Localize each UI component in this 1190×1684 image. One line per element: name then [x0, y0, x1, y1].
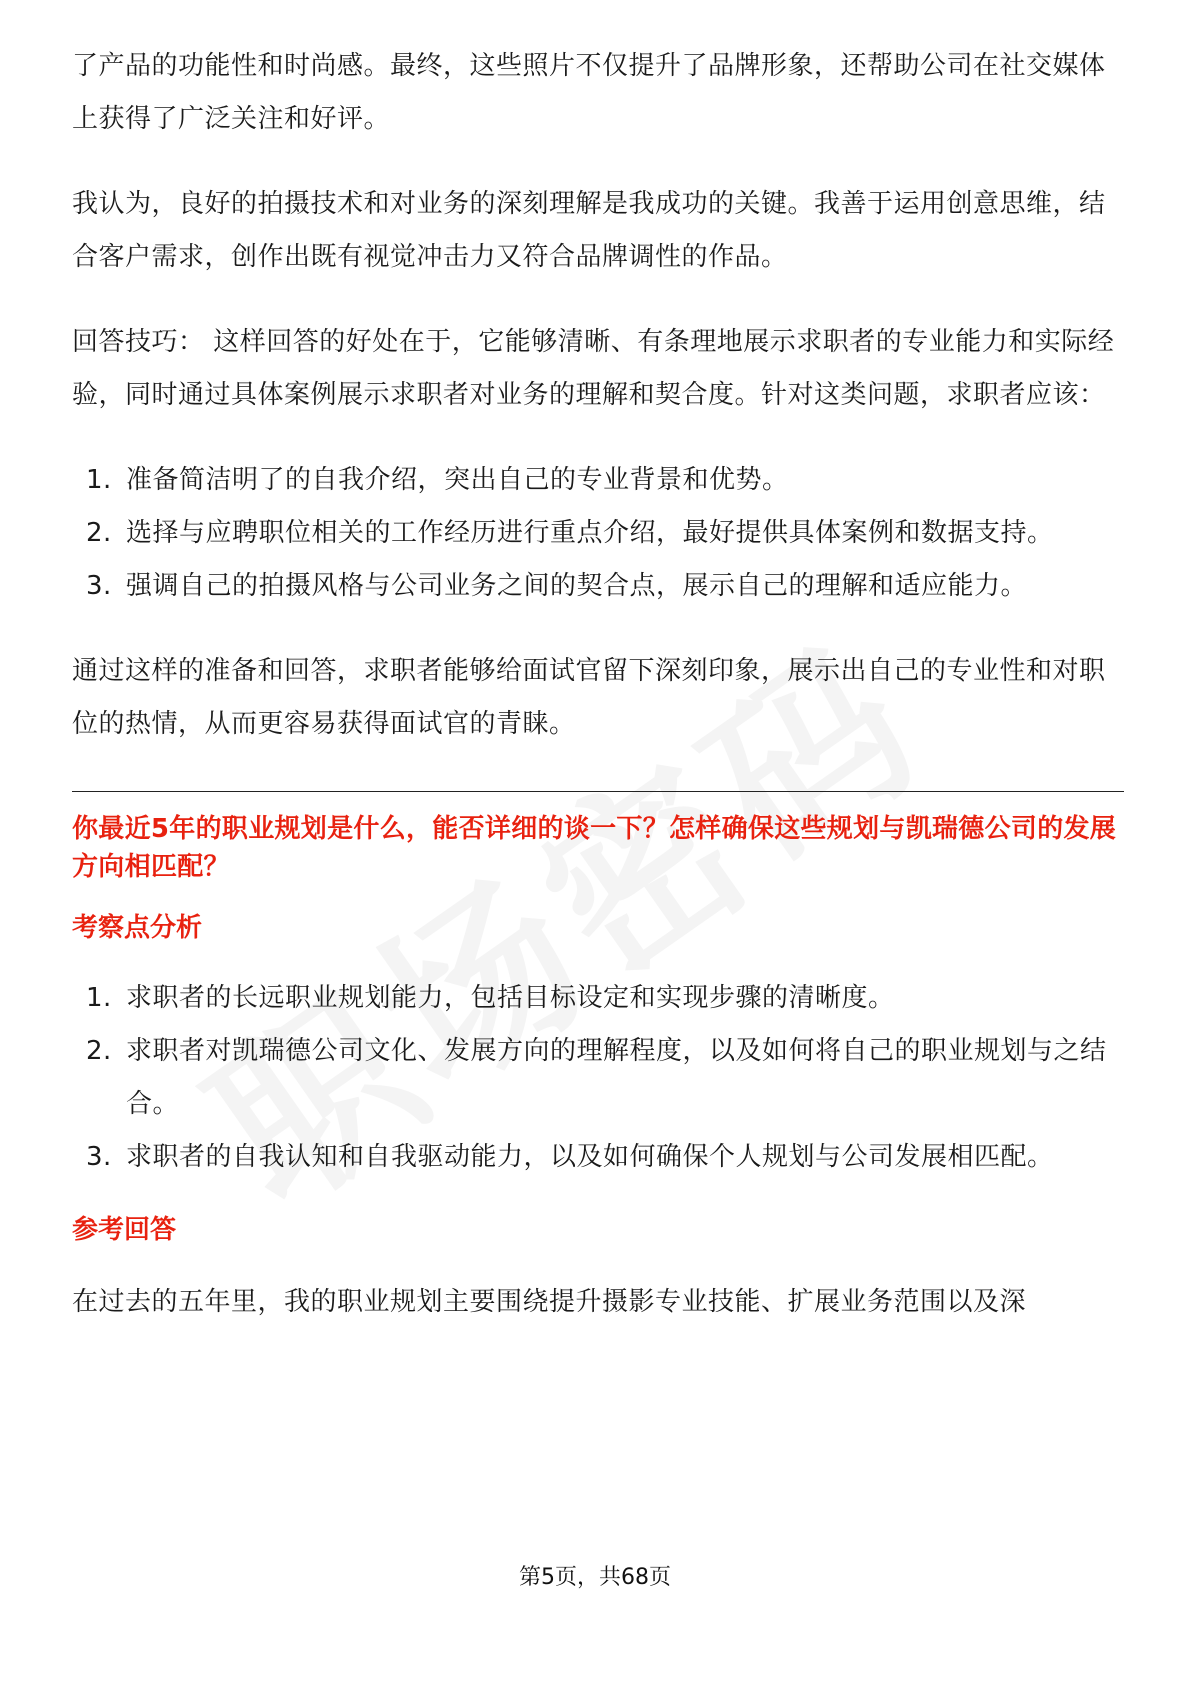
list-item: 2. 选择与应聘职位相关的工作经历进行重点介绍，最好提供具体案例和数据支持。 [86, 518, 1054, 548]
document-page [72, 40, 1124, 1329]
reference-answer-heading: 参考回答 [72, 1215, 177, 1245]
list-item: 1. 准备简洁明了的自我介绍，突出自己的专业背景和优势。 [86, 465, 789, 495]
analysis-heading: 考察点分析 [72, 913, 203, 943]
closing-paragraph: 通过这样的准备和回答，求职者能够给面试官留下深刻印象，展示出自己的专业性和对职位的热情，从而更容易获得面试官的青睐。 [72, 656, 1106, 739]
list-item: 3. 强调自己的拍摄风格与公司业务之间的契合点，展示自己的理解和适应能力。 [86, 571, 1028, 601]
intro-paragraph-2: 我认为，良好的拍摄技术和对业务的深刻理解是我成功的关键。我善于运用创意思维，结合客户需求，创作出既有视觉冲击力又符合品牌调性的作品。 [72, 189, 1106, 272]
answer-tips-paragraph: 回答技巧： 这样回答的好处在于，它能够清晰、有条理地展示求职者的专业能力和实际经验，同时通过具体案例展示求职者对业务的理解和契合度。针对这类问题，求职者应该： [72, 327, 1115, 410]
analysis-list [72, 972, 1124, 1184]
intro-paragraph-1: 了产品的功能性和时尚感。最终，这些照片不仅提升了品牌形象，还帮助公司在社交媒体上获得了广泛关注和好评。 [72, 51, 1106, 134]
list-item: 3. 求职者的自我认知和自我驱动能力，以及如何确保个人规划与公司发展相匹配。 [86, 1142, 1054, 1172]
page-number-footer: 第5页，共68页 [519, 1565, 671, 1590]
tips-list [72, 454, 1124, 613]
list-item: 1. 求职者的长远职业规划能力，包括目标设定和实现步骤的清晰度。 [86, 983, 895, 1013]
question-heading: 你最近5年的职业规划是什么，能否详细的谈一下？怎样确保这些规划与凯瑞德公司的发展方向相匹配？ [72, 814, 1117, 882]
list-item: 2. 求职者对凯瑞德公司文化、发展方向的理解程度，以及如何将自己的职业规划与之结合。 [86, 1036, 1107, 1119]
reference-answer-paragraph: 在过去的五年里，我的职业规划主要围绕提升摄影专业技能、扩展业务范围以及深 [72, 1287, 1027, 1317]
section-divider [72, 791, 1124, 792]
